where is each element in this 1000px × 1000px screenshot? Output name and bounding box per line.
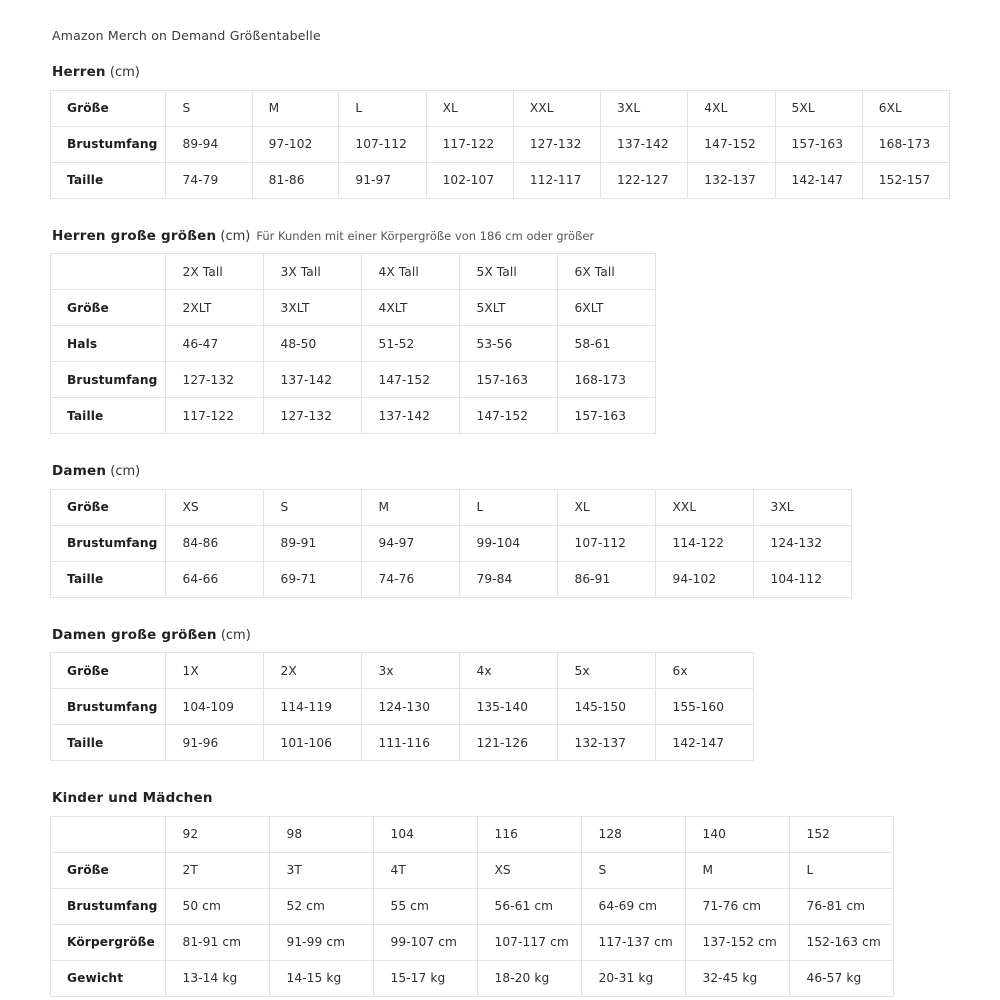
table-cell: 3T <box>270 852 374 888</box>
table-cell: 3x <box>362 653 460 689</box>
table-cell: S <box>582 852 686 888</box>
table-cell: M <box>686 852 790 888</box>
sections-container <box>50 61 950 997</box>
table-cell: 13-14 kg <box>166 960 270 996</box>
table-cell: 107-112 <box>558 525 656 561</box>
table-row <box>51 126 950 162</box>
table-cell: 91-97 <box>339 162 426 198</box>
table-cell: 127-132 <box>264 398 362 434</box>
row-label <box>51 816 166 852</box>
section-heading-unit: (cm) <box>216 228 251 244</box>
table-row <box>51 162 950 198</box>
table-cell: 71-76 cm <box>686 888 790 924</box>
table-cell: L <box>790 852 894 888</box>
page-title: Amazon Merch on Demand Größentabelle <box>52 28 321 43</box>
table-cell: S <box>264 489 362 525</box>
table-cell: 132-137 <box>558 725 656 761</box>
size-table-damen <box>50 489 852 598</box>
table-cell: 98 <box>270 816 374 852</box>
section-heading-text: Herren große größen <box>52 227 217 244</box>
table-cell: 145-150 <box>558 689 656 725</box>
table-cell: 3XL <box>754 489 852 525</box>
table-cell: 111-116 <box>362 725 460 761</box>
table-cell: 147-152 <box>460 398 558 434</box>
table-cell: 5X Tall <box>460 254 558 290</box>
table-row <box>51 290 656 326</box>
table-row <box>51 888 894 924</box>
table-cell: 6x <box>656 653 754 689</box>
table-cell: 64-66 <box>166 561 264 597</box>
section-heading <box>52 460 950 480</box>
table-cell: 135-140 <box>460 689 558 725</box>
table-cell: 2XLT <box>166 290 264 326</box>
table-cell: 2X Tall <box>166 254 264 290</box>
table-cell: L <box>339 90 426 126</box>
table-cell: 1X <box>166 653 264 689</box>
table-cell: 89-94 <box>166 126 252 162</box>
section-heading-text: Damen <box>52 463 107 480</box>
table-cell: 127-132 <box>513 126 600 162</box>
table-cell: 46-47 <box>166 326 264 362</box>
table-cell: 48-50 <box>264 326 362 362</box>
section-heading-note: Für Kunden mit einer Körpergröße von 186 cm oder größer <box>256 228 595 243</box>
table-row <box>51 816 894 852</box>
table-cell: 91-99 cm <box>270 924 374 960</box>
table-cell: 104 <box>374 816 478 852</box>
table-cell: XXL <box>656 489 754 525</box>
table-cell: 117-122 <box>426 126 513 162</box>
table-cell: 99-107 cm <box>374 924 478 960</box>
table-cell: 152-157 <box>862 162 949 198</box>
section-heading-unit: (cm) <box>216 627 251 643</box>
section-herren-grosse-groessen <box>50 225 950 435</box>
section-damen-grosse-groessen <box>50 624 950 762</box>
row-label: Brustumfang <box>51 525 166 561</box>
table-cell: 127-132 <box>166 362 264 398</box>
table-cell: 137-152 cm <box>686 924 790 960</box>
table-cell: 147-152 <box>688 126 775 162</box>
section-heading <box>52 225 950 245</box>
row-label: Brustumfang <box>51 888 166 924</box>
table-row <box>51 362 656 398</box>
table-cell: 14-15 kg <box>270 960 374 996</box>
table-row <box>51 254 656 290</box>
table-cell: 81-86 <box>252 162 339 198</box>
table-cell: 6XLT <box>558 290 656 326</box>
row-label: Taille <box>51 725 166 761</box>
table-cell: 94-102 <box>656 561 754 597</box>
size-table-kinder-und-maedchen <box>50 816 894 997</box>
table-cell: 101-106 <box>264 725 362 761</box>
table-cell: 4XLT <box>362 290 460 326</box>
table-cell: M <box>362 489 460 525</box>
table-cell: 3XLT <box>264 290 362 326</box>
table-row <box>51 90 950 126</box>
table-row <box>51 924 894 960</box>
table-cell: XS <box>478 852 582 888</box>
table-row <box>51 561 852 597</box>
table-cell: 107-117 cm <box>478 924 582 960</box>
table-cell: 64-69 cm <box>582 888 686 924</box>
table-row <box>51 725 754 761</box>
table-cell: 152-163 cm <box>790 924 894 960</box>
table-cell: 147-152 <box>362 362 460 398</box>
table-cell: 4XL <box>688 90 775 126</box>
row-label: Körpergröße <box>51 924 166 960</box>
table-row <box>51 689 754 725</box>
section-heading-unit: (cm) <box>106 464 141 480</box>
table-cell: 155-160 <box>656 689 754 725</box>
row-label: Größe <box>51 489 166 525</box>
section-heading-unit: (cm) <box>105 65 140 80</box>
table-cell: 20-31 kg <box>582 960 686 996</box>
row-label: Brustumfang <box>51 689 166 725</box>
table-cell: 112-117 <box>513 162 600 198</box>
table-cell: 50 cm <box>166 888 270 924</box>
table-cell: 157-163 <box>558 398 656 434</box>
row-label: Taille <box>51 561 166 597</box>
row-label: Hals <box>51 326 166 362</box>
section-heading-text: Damen große größen <box>52 626 217 643</box>
section-herren <box>50 61 950 199</box>
table-cell: 5XL <box>775 90 862 126</box>
table-row <box>51 852 894 888</box>
table-row <box>51 525 852 561</box>
table-cell: 104-112 <box>754 561 852 597</box>
table-cell: 137-142 <box>601 126 688 162</box>
section-heading <box>52 624 950 644</box>
table-cell: 18-20 kg <box>478 960 582 996</box>
size-table-herren-grosse-groessen <box>50 253 656 434</box>
table-cell: 4X Tall <box>362 254 460 290</box>
table-cell: 52 cm <box>270 888 374 924</box>
table-cell: 140 <box>686 816 790 852</box>
table-row <box>51 960 894 996</box>
table-row <box>51 326 656 362</box>
table-cell: 142-147 <box>656 725 754 761</box>
table-cell: 94-97 <box>362 525 460 561</box>
table-cell: 117-122 <box>166 398 264 434</box>
table-cell: 74-79 <box>166 162 252 198</box>
table-cell: 84-86 <box>166 525 264 561</box>
table-cell: 2T <box>166 852 270 888</box>
table-cell: 92 <box>166 816 270 852</box>
section-damen <box>50 460 950 598</box>
table-cell: 86-91 <box>558 561 656 597</box>
table-cell: 168-173 <box>862 126 949 162</box>
row-label: Brustumfang <box>51 362 166 398</box>
table-cell: 69-71 <box>264 561 362 597</box>
table-row <box>51 653 754 689</box>
table-cell: 137-142 <box>264 362 362 398</box>
table-cell: 15-17 kg <box>374 960 478 996</box>
table-cell: L <box>460 489 558 525</box>
table-cell: 157-163 <box>775 126 862 162</box>
size-table-damen-grosse-groessen <box>50 652 754 761</box>
table-cell: 6X Tall <box>558 254 656 290</box>
table-cell: 114-122 <box>656 525 754 561</box>
row-label: Größe <box>51 653 166 689</box>
section-heading <box>52 787 950 806</box>
table-cell: 91-96 <box>166 725 264 761</box>
table-cell: 104-109 <box>166 689 264 725</box>
table-cell: 122-127 <box>601 162 688 198</box>
table-cell: 3XL <box>601 90 688 126</box>
table-cell: 116 <box>478 816 582 852</box>
table-cell: 121-126 <box>460 725 558 761</box>
row-label: Brustumfang <box>51 126 166 162</box>
row-label: Größe <box>51 90 166 126</box>
table-cell: 97-102 <box>252 126 339 162</box>
table-cell: 142-147 <box>775 162 862 198</box>
row-label: Größe <box>51 852 166 888</box>
table-cell: 107-112 <box>339 126 426 162</box>
table-cell: 79-84 <box>460 561 558 597</box>
table-cell: 152 <box>790 816 894 852</box>
table-cell: S <box>166 90 252 126</box>
table-cell: 4T <box>374 852 478 888</box>
table-cell: 2X <box>264 653 362 689</box>
table-cell: 124-130 <box>362 689 460 725</box>
table-cell: 6XL <box>862 90 949 126</box>
table-cell: 117-137 cm <box>582 924 686 960</box>
row-label: Gewicht <box>51 960 166 996</box>
table-cell: XXL <box>513 90 600 126</box>
table-cell: 81-91 cm <box>166 924 270 960</box>
row-label: Größe <box>51 290 166 326</box>
table-cell: 128 <box>582 816 686 852</box>
table-row <box>51 489 852 525</box>
table-cell: 55 cm <box>374 888 478 924</box>
size-table-herren <box>50 90 950 199</box>
row-label: Taille <box>51 162 166 198</box>
table-cell: 4x <box>460 653 558 689</box>
table-cell: 114-119 <box>264 689 362 725</box>
table-cell: 124-132 <box>754 525 852 561</box>
table-row <box>51 398 656 434</box>
table-cell: 102-107 <box>426 162 513 198</box>
table-cell: 51-52 <box>362 326 460 362</box>
table-cell: 53-56 <box>460 326 558 362</box>
table-cell: 58-61 <box>558 326 656 362</box>
table-cell: XL <box>558 489 656 525</box>
table-cell: 74-76 <box>362 561 460 597</box>
table-cell: 46-57 kg <box>790 960 894 996</box>
row-label <box>51 254 166 290</box>
table-cell: 76-81 cm <box>790 888 894 924</box>
table-cell: XL <box>426 90 513 126</box>
section-kinder-und-maedchen <box>50 787 950 996</box>
section-heading <box>52 61 950 81</box>
table-cell: 32-45 kg <box>686 960 790 996</box>
section-heading-text: Kinder und Mädchen <box>52 790 213 807</box>
section-heading-text: Herren <box>52 64 106 80</box>
table-cell: 132-137 <box>688 162 775 198</box>
table-cell: XS <box>166 489 264 525</box>
table-cell: 5XLT <box>460 290 558 326</box>
table-cell: M <box>252 90 339 126</box>
row-label: Taille <box>51 398 166 434</box>
table-cell: 137-142 <box>362 398 460 434</box>
table-cell: 56-61 cm <box>478 888 582 924</box>
table-cell: 5x <box>558 653 656 689</box>
table-cell: 168-173 <box>558 362 656 398</box>
table-cell: 99-104 <box>460 525 558 561</box>
table-cell: 157-163 <box>460 362 558 398</box>
table-cell: 89-91 <box>264 525 362 561</box>
table-cell: 3X Tall <box>264 254 362 290</box>
